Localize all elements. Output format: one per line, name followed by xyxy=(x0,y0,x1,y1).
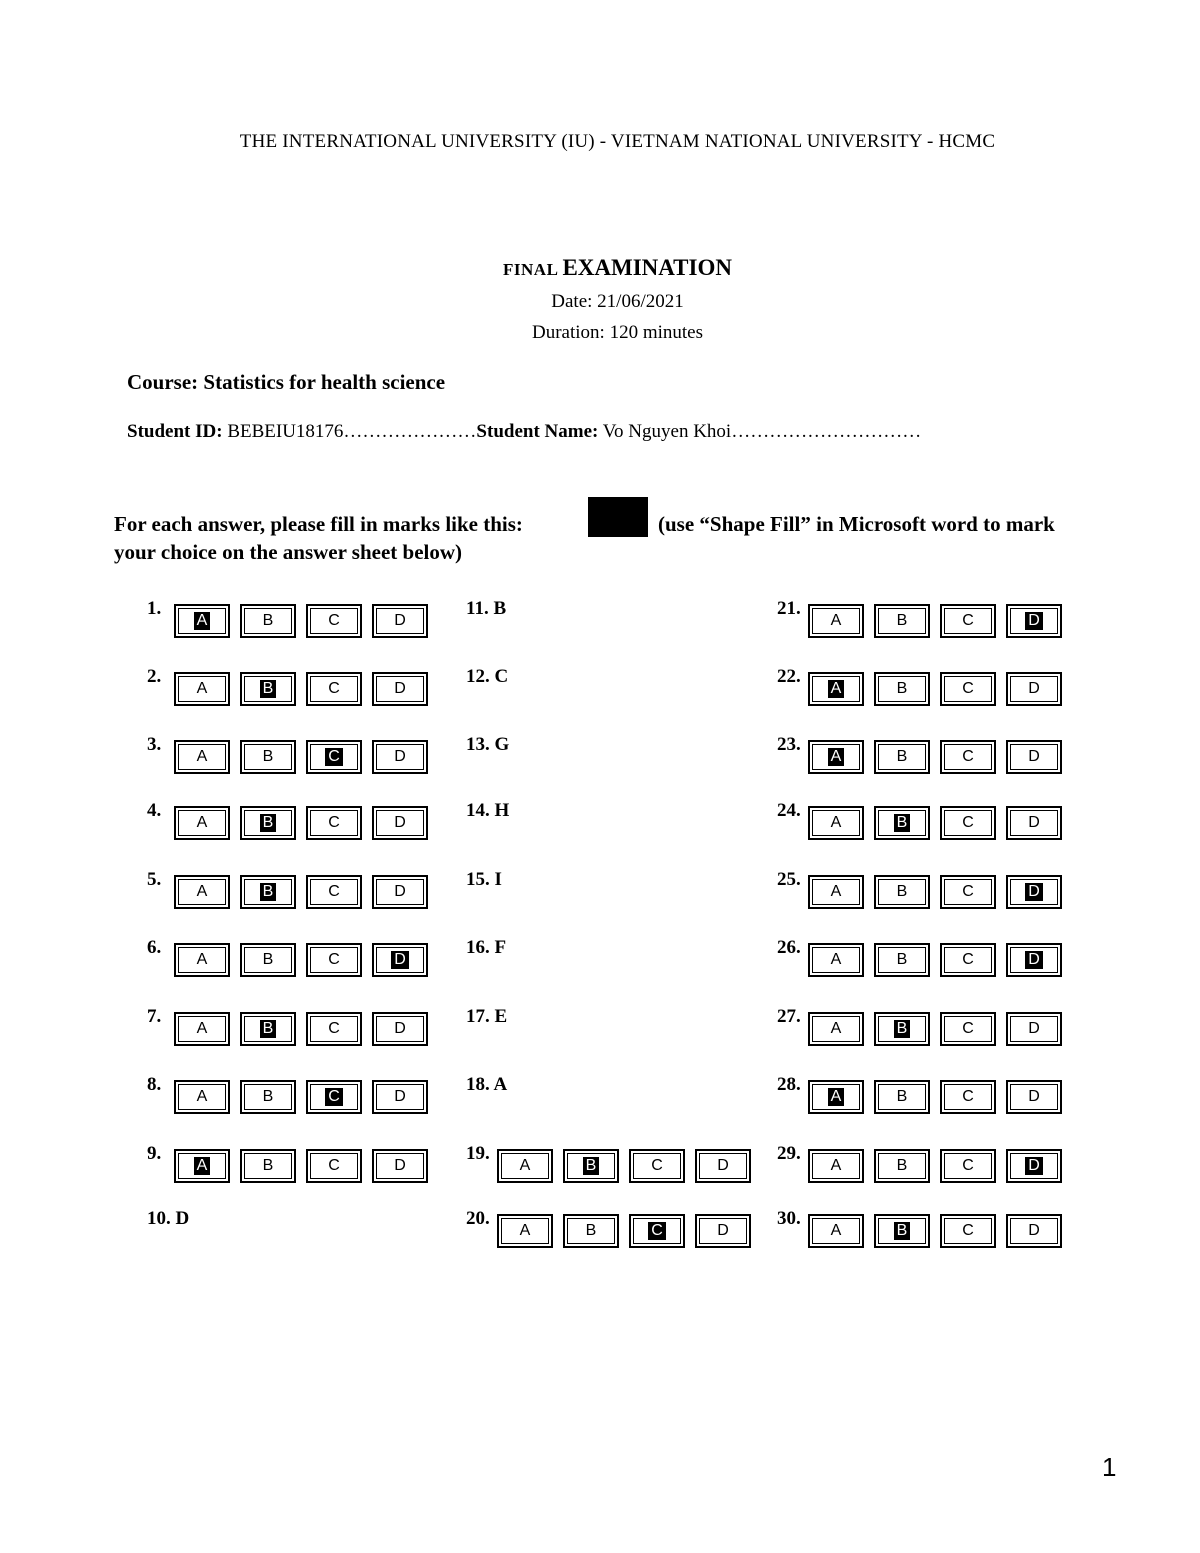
student-name-value: Vo Nguyen Khoi xyxy=(602,421,732,442)
question-number: 23. xyxy=(777,734,801,755)
choice-letter: D xyxy=(717,1157,729,1174)
choice-letter: C xyxy=(328,1157,340,1174)
choice-box-b[interactable] xyxy=(240,806,296,840)
choice-box-a[interactable] xyxy=(174,943,230,977)
choice-box-d[interactable] xyxy=(1006,1080,1062,1114)
choice-box-d[interactable] xyxy=(372,1012,428,1046)
question-number: 22. xyxy=(777,666,801,687)
answer-item xyxy=(147,800,477,840)
choice-box-a[interactable] xyxy=(808,604,864,638)
choice-letter: D xyxy=(394,1157,406,1174)
student-id-label: Student ID: xyxy=(127,421,223,442)
question-number: 8. xyxy=(147,1074,162,1095)
choice-box-d[interactable] xyxy=(372,1080,428,1114)
answer-item xyxy=(466,598,796,638)
answer-item xyxy=(777,1143,1107,1183)
choice-box-a[interactable] xyxy=(808,1214,864,1248)
choice-letter: A xyxy=(196,1020,208,1037)
choice-box-b[interactable] xyxy=(240,1149,296,1183)
choice-letter: B xyxy=(896,951,908,968)
choice-letter-filled: B xyxy=(894,1222,911,1240)
student-info xyxy=(127,421,921,443)
question-number: 12. xyxy=(466,666,490,687)
choice-letter: A xyxy=(830,814,842,831)
answer-letter: A xyxy=(493,1074,508,1095)
answer-item xyxy=(147,937,477,977)
answer-item xyxy=(466,869,796,909)
question-number: 15. xyxy=(466,869,490,890)
choice-letter: A xyxy=(830,1222,842,1239)
question-number: 29. xyxy=(777,1143,801,1164)
text-answer xyxy=(466,800,509,822)
choice-letter: C xyxy=(962,951,974,968)
choice-letter: A xyxy=(830,951,842,968)
choice-box-b[interactable] xyxy=(240,1080,296,1114)
choice-box-b[interactable] xyxy=(240,604,296,638)
answer-item xyxy=(777,1074,1107,1114)
choice-letter-filled: A xyxy=(828,748,845,766)
choice-box-d[interactable] xyxy=(1006,875,1062,909)
choice-letter-filled: B xyxy=(260,1020,277,1038)
choice-box-c[interactable] xyxy=(940,875,996,909)
choice-letter: C xyxy=(962,1020,974,1037)
choice-box-b[interactable] xyxy=(240,875,296,909)
text-answer xyxy=(466,734,509,756)
choice-box-c[interactable] xyxy=(940,806,996,840)
choice-letter: A xyxy=(830,883,842,900)
question-number: 19. xyxy=(466,1143,490,1164)
student-id-value: BEBEIU18176 xyxy=(227,421,344,442)
text-answer xyxy=(466,598,506,620)
choice-letter-filled: B xyxy=(583,1157,600,1175)
text-answer xyxy=(466,1006,507,1028)
choice-box-c[interactable] xyxy=(629,1214,685,1248)
answer-item xyxy=(777,937,1107,977)
choice-box-b[interactable] xyxy=(874,806,930,840)
answer-item xyxy=(147,1006,477,1046)
choice-letter: D xyxy=(1028,814,1040,831)
answer-letter: I xyxy=(494,869,502,890)
choice-box-a[interactable] xyxy=(497,1214,553,1248)
choice-letter: C xyxy=(328,1020,340,1037)
course-title: Course: Statistics for health science xyxy=(127,370,446,394)
choice-box-d[interactable] xyxy=(1006,672,1062,706)
question-number: 27. xyxy=(777,1006,801,1027)
choice-box-d[interactable] xyxy=(1006,1012,1062,1046)
answer-item xyxy=(777,1208,1107,1248)
choice-box-b[interactable] xyxy=(874,672,930,706)
choice-box-d[interactable] xyxy=(1006,806,1062,840)
choice-box-a[interactable] xyxy=(808,875,864,909)
choice-letter-filled: D xyxy=(391,951,409,969)
answer-letter: G xyxy=(494,734,510,755)
question-number: 24. xyxy=(777,800,801,821)
choice-letter: C xyxy=(962,1157,974,1174)
choice-box-c[interactable] xyxy=(940,943,996,977)
choice-box-a[interactable] xyxy=(174,672,230,706)
choice-letter: B xyxy=(262,951,274,968)
choice-letter-filled: D xyxy=(1025,1157,1043,1175)
choice-box-c[interactable] xyxy=(940,1012,996,1046)
answer-item xyxy=(466,800,796,840)
answer-item xyxy=(777,598,1107,638)
choice-letter: B xyxy=(896,1088,908,1105)
choice-box-c[interactable] xyxy=(306,943,362,977)
question-number: 18. xyxy=(466,1074,490,1095)
answer-item xyxy=(466,937,796,977)
answer-item xyxy=(147,666,477,706)
question-number: 25. xyxy=(777,869,801,890)
choice-letter: B xyxy=(262,748,274,765)
answer-letter: H xyxy=(494,800,510,821)
choice-letter: D xyxy=(394,1020,406,1037)
question-number: 17. xyxy=(466,1006,490,1027)
student-name-dots: ………………………… xyxy=(731,421,922,442)
choice-letter: C xyxy=(962,883,974,900)
choice-box-d[interactable] xyxy=(695,1214,751,1248)
choice-box-c[interactable] xyxy=(306,604,362,638)
choice-box-b[interactable] xyxy=(874,1012,930,1046)
title-final: FINAL xyxy=(503,260,559,279)
choice-letter: C xyxy=(328,612,340,629)
choice-box-c[interactable] xyxy=(940,1149,996,1183)
choice-box-a[interactable] xyxy=(808,672,864,706)
choice-letter: D xyxy=(1028,748,1040,765)
answer-item xyxy=(147,1208,477,1248)
question-number: 11. xyxy=(466,598,489,619)
choice-box-b[interactable] xyxy=(563,1149,619,1183)
choice-box-a[interactable] xyxy=(808,1080,864,1114)
question-number: 1. xyxy=(147,598,162,619)
choice-box-d[interactable] xyxy=(695,1149,751,1183)
exam-duration: Duration: 120 minutes xyxy=(532,322,703,343)
question-number: 3. xyxy=(147,734,162,755)
choice-box-c[interactable] xyxy=(306,1080,362,1114)
choice-box-a[interactable] xyxy=(497,1149,553,1183)
choice-letter-filled: A xyxy=(194,612,211,630)
text-answer xyxy=(147,1208,189,1230)
answer-item xyxy=(147,869,477,909)
answer-item xyxy=(466,734,796,774)
choice-letter-filled: B xyxy=(894,814,911,832)
answer-item xyxy=(466,666,796,706)
choice-box-b[interactable] xyxy=(874,943,930,977)
exam-title xyxy=(0,255,1200,281)
choice-box-c[interactable] xyxy=(629,1149,685,1183)
answer-item xyxy=(147,734,477,774)
choice-box-a[interactable] xyxy=(808,1149,864,1183)
question-number: 13. xyxy=(466,734,490,755)
choice-letter: A xyxy=(830,1020,842,1037)
choice-letter: C xyxy=(962,814,974,831)
choice-letter: C xyxy=(962,612,974,629)
answer-item xyxy=(147,1074,477,1114)
choice-letter: A xyxy=(196,951,208,968)
choice-letter: B xyxy=(896,748,908,765)
choice-letter: C xyxy=(328,680,340,697)
choice-box-a[interactable] xyxy=(808,1012,864,1046)
choice-letter: A xyxy=(519,1222,531,1239)
choice-box-a[interactable] xyxy=(174,604,230,638)
choice-box-a[interactable] xyxy=(174,875,230,909)
instructions-line1-cont: (use “Shape Fill” in Microsoft word to mark xyxy=(658,512,1055,536)
question-number: 28. xyxy=(777,1074,801,1095)
question-number: 7. xyxy=(147,1006,162,1027)
question-number: 30. xyxy=(777,1208,801,1229)
answer-item xyxy=(147,598,477,638)
choice-letter: A xyxy=(519,1157,531,1174)
answer-item xyxy=(777,800,1107,840)
choice-letter-filled: A xyxy=(194,1157,211,1175)
choice-letter: C xyxy=(962,680,974,697)
choice-box-a[interactable] xyxy=(808,943,864,977)
question-number: 14. xyxy=(466,800,490,821)
choice-letter: B xyxy=(585,1222,597,1239)
answer-item xyxy=(466,1074,796,1114)
choice-box-d[interactable] xyxy=(372,875,428,909)
choice-letter-filled: A xyxy=(828,680,845,698)
page-number: 1 xyxy=(1102,1452,1117,1482)
answer-letter: B xyxy=(493,598,507,619)
question-number: 9. xyxy=(147,1143,162,1164)
choice-letter: D xyxy=(1028,1222,1040,1239)
question-number: 20. xyxy=(466,1208,490,1229)
choice-letter-filled: B xyxy=(260,814,277,832)
answer-letter: D xyxy=(175,1208,190,1229)
question-number: 16. xyxy=(466,937,490,958)
title-examination: EXAMINATION xyxy=(562,255,732,280)
choice-box-c[interactable] xyxy=(940,604,996,638)
choice-box-c[interactable] xyxy=(940,1080,996,1114)
choice-letter-filled: B xyxy=(260,680,277,698)
text-answer xyxy=(466,869,502,891)
choice-box-b[interactable] xyxy=(874,1080,930,1114)
choice-letter: B xyxy=(262,1088,274,1105)
exam-date: Date: 21/06/2021 xyxy=(551,291,684,312)
choice-box-d[interactable] xyxy=(1006,740,1062,774)
answer-item xyxy=(777,869,1107,909)
choice-box-d[interactable] xyxy=(1006,1149,1062,1183)
text-answer xyxy=(466,666,508,688)
choice-box-a[interactable] xyxy=(174,1080,230,1114)
choice-letter-filled: B xyxy=(894,1020,911,1038)
choice-box-a[interactable] xyxy=(808,806,864,840)
choice-box-b[interactable] xyxy=(874,1149,930,1183)
choice-box-d[interactable] xyxy=(372,740,428,774)
choice-box-b[interactable] xyxy=(874,604,930,638)
choice-box-c[interactable] xyxy=(306,1149,362,1183)
choice-box-c[interactable] xyxy=(306,1012,362,1046)
choice-letter: B xyxy=(262,612,274,629)
question-number: 10. xyxy=(147,1208,171,1229)
choice-letter: C xyxy=(962,1088,974,1105)
choice-box-d[interactable] xyxy=(1006,943,1062,977)
choice-box-c[interactable] xyxy=(940,740,996,774)
instructions-line1: For each answer, please fill in marks like this: xyxy=(114,512,523,536)
choice-letter: C xyxy=(328,883,340,900)
choice-letter: C xyxy=(962,748,974,765)
choice-letter: B xyxy=(896,612,908,629)
choice-box-d[interactable] xyxy=(1006,1214,1062,1248)
choice-letter: D xyxy=(394,1088,406,1105)
choice-letter: A xyxy=(196,814,208,831)
choice-letter: D xyxy=(717,1222,729,1239)
question-number: 6. xyxy=(147,937,162,958)
choice-letter-filled: D xyxy=(1025,612,1043,630)
choice-letter: D xyxy=(394,883,406,900)
choice-letter: C xyxy=(328,814,340,831)
question-number: 21. xyxy=(777,598,801,619)
choice-letter: B xyxy=(896,883,908,900)
choice-box-a[interactable] xyxy=(174,740,230,774)
choice-box-b[interactable] xyxy=(240,672,296,706)
choice-box-c[interactable] xyxy=(306,740,362,774)
choice-letter: D xyxy=(1028,1088,1040,1105)
answer-item xyxy=(777,1006,1107,1046)
choice-box-d[interactable] xyxy=(372,943,428,977)
instructions-line2: your choice on the answer sheet below) xyxy=(114,540,463,564)
choice-box-c[interactable] xyxy=(306,806,362,840)
choice-letter-filled: C xyxy=(648,1222,666,1240)
choice-letter: B xyxy=(262,1157,274,1174)
choice-box-c[interactable] xyxy=(306,672,362,706)
choice-box-b[interactable] xyxy=(240,740,296,774)
answer-item xyxy=(777,666,1107,706)
answer-item xyxy=(147,1143,477,1183)
choice-letter: A xyxy=(196,1088,208,1105)
choice-letter-filled: B xyxy=(260,883,277,901)
choice-box-d[interactable] xyxy=(1006,604,1062,638)
choice-box-b[interactable] xyxy=(563,1214,619,1248)
student-id-dots: ………………… xyxy=(343,421,477,442)
choice-box-d[interactable] xyxy=(372,1149,428,1183)
choice-letter-filled: C xyxy=(325,1088,343,1106)
choice-box-a[interactable] xyxy=(174,1149,230,1183)
choice-letter: C xyxy=(962,1222,974,1239)
choice-box-b[interactable] xyxy=(874,875,930,909)
choice-box-b[interactable] xyxy=(240,943,296,977)
text-answer xyxy=(466,1074,507,1096)
choice-letter: A xyxy=(196,680,208,697)
sample-filled-mark xyxy=(588,497,648,537)
choice-box-d[interactable] xyxy=(372,806,428,840)
choice-box-b[interactable] xyxy=(874,740,930,774)
answer-letter: E xyxy=(494,1006,508,1027)
choice-box-d[interactable] xyxy=(372,672,428,706)
choice-box-d[interactable] xyxy=(372,604,428,638)
choice-box-a[interactable] xyxy=(174,1012,230,1046)
choice-letter: C xyxy=(328,951,340,968)
choice-letter: B xyxy=(896,1157,908,1174)
choice-letter: D xyxy=(394,748,406,765)
text-answer xyxy=(466,937,506,959)
question-number: 4. xyxy=(147,800,162,821)
choice-letter: A xyxy=(830,1157,842,1174)
choice-box-b[interactable] xyxy=(240,1012,296,1046)
university-header: THE INTERNATIONAL UNIVERSITY (IU) - VIETNAM NATIONAL UNIVERSITY - HCMC xyxy=(239,131,996,152)
choice-letter: A xyxy=(830,612,842,629)
choice-box-c[interactable] xyxy=(306,875,362,909)
answer-letter: F xyxy=(494,937,507,958)
choice-letter: D xyxy=(394,680,406,697)
question-number: 5. xyxy=(147,869,162,890)
choice-box-b[interactable] xyxy=(874,1214,930,1248)
question-number: 26. xyxy=(777,937,801,958)
answer-item xyxy=(466,1208,796,1248)
student-name-label: Student Name: xyxy=(476,421,599,442)
choice-letter: A xyxy=(196,748,208,765)
answer-letter: C xyxy=(494,666,509,687)
choice-box-c[interactable] xyxy=(940,1214,996,1248)
choice-letter-filled: A xyxy=(828,1088,845,1106)
choice-letter: D xyxy=(394,612,406,629)
choice-letter-filled: D xyxy=(1025,951,1043,969)
answer-item xyxy=(466,1143,796,1183)
question-number: 2. xyxy=(147,666,162,687)
choice-box-a[interactable] xyxy=(174,806,230,840)
choice-letter: B xyxy=(896,680,908,697)
choice-box-c[interactable] xyxy=(940,672,996,706)
answer-item xyxy=(466,1006,796,1046)
choice-letter-filled: C xyxy=(325,748,343,766)
answer-item xyxy=(777,734,1107,774)
choice-letter: D xyxy=(1028,680,1040,697)
choice-letter: A xyxy=(196,883,208,900)
choice-letter: D xyxy=(1028,1020,1040,1037)
choice-letter-filled: D xyxy=(1025,883,1043,901)
choice-letter: C xyxy=(651,1157,663,1174)
choice-letter: D xyxy=(394,814,406,831)
choice-box-a[interactable] xyxy=(808,740,864,774)
